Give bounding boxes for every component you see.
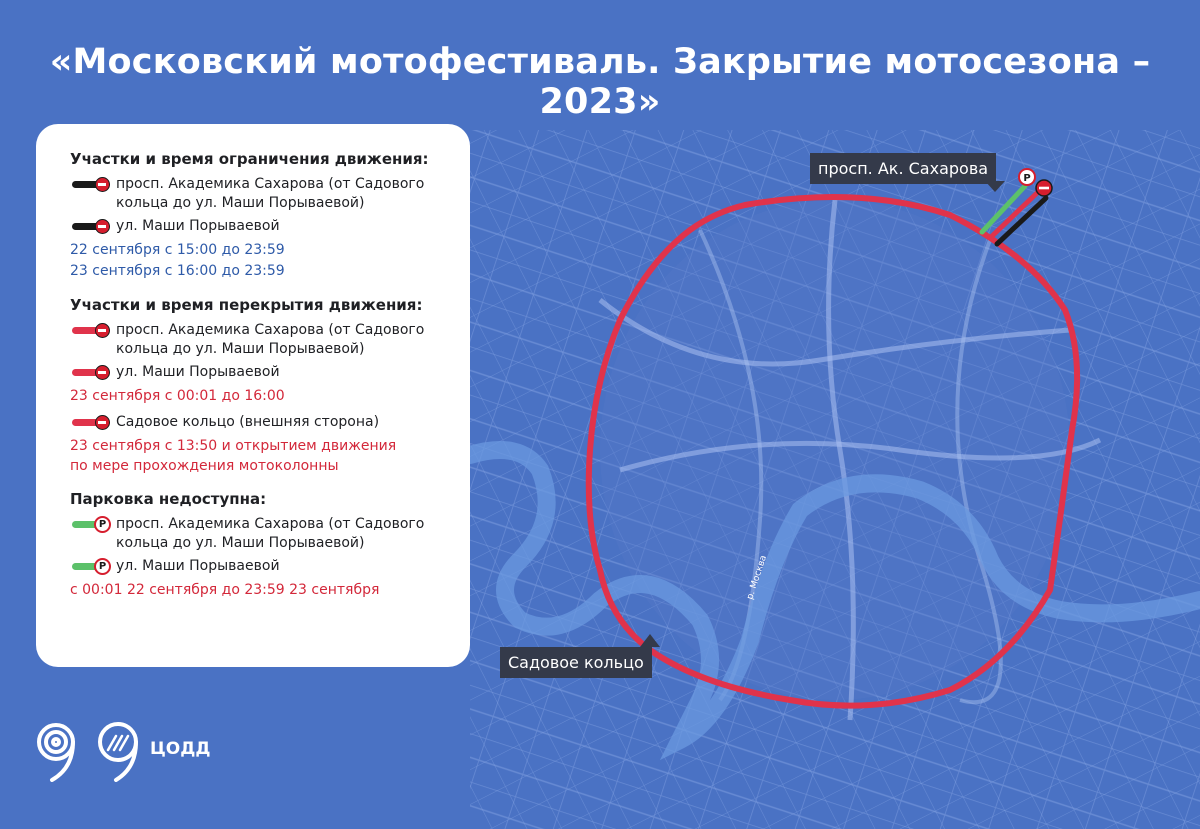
legend-item-label: просп. Академика Сахарова (от Садового кольца до ул. Маши Порываевой): [116, 322, 425, 357]
parking-icon: P: [94, 516, 111, 533]
legend-item: [70, 217, 470, 236]
river-label: р. Москва: [745, 554, 770, 601]
legend-item-label: ул. Маши Порываевой: [116, 364, 280, 380]
page-title: «Московский мотофестиваль. Закрытие мотосезона – 2023»: [49, 42, 1151, 122]
restriction-time: 22 сентября с 15:00 до 23:59: [70, 242, 285, 258]
map-label-sakharov: просп. Ак. Сахарова: [810, 153, 996, 184]
parking-marker[interactable]: [1019, 169, 1035, 185]
no-entry-marker[interactable]: [1036, 180, 1052, 196]
parking-symbol: P: [1023, 173, 1031, 184]
legend-item: [70, 175, 470, 213]
legend-panel: [36, 124, 470, 667]
restriction-symbol: [70, 218, 116, 236]
restriction-time: 23 сентября с 16:00 до 23:59: [70, 263, 285, 279]
ring-closure-time: 23 сентября с 13:50 и открытием движения по мере прохождения мотоколонны: [70, 438, 397, 474]
parking-time: с 00:01 22 сентября до 23:59 23 сентября: [70, 582, 380, 598]
codd-logo-text: ЦОДД: [150, 739, 211, 759]
legend-item: [70, 321, 470, 359]
legend-item-label: просп. Академика Сахарова (от Садового кольца до ул. Маши Порываевой): [116, 516, 425, 551]
restriction-heading: Участки и время ограничения движения:: [70, 150, 429, 168]
street-network: [470, 130, 1200, 829]
parking-symbol: [70, 516, 116, 534]
legend-item: [70, 363, 470, 382]
legend-item-label: просп. Академика Сахарова (от Садового кольца до ул. Маши Порываевой): [116, 176, 425, 211]
legend-item-label: ул. Маши Порываевой: [116, 218, 280, 234]
closure-symbol: [70, 414, 116, 432]
legend-item: [70, 413, 470, 432]
legend-item: [70, 515, 470, 553]
closure-symbol: [70, 322, 116, 340]
parking-heading: Парковка недоступна:: [70, 490, 267, 508]
map-label-garden-ring: Садовое кольцо: [500, 647, 652, 678]
closure-symbol: [70, 364, 116, 382]
legend-item-label: ул. Маши Порываевой: [116, 558, 280, 574]
closure-time: 23 сентября с 00:01 до 16:00: [70, 388, 285, 404]
moscow-logo-icon: [34, 720, 144, 782]
parking-icon: P: [94, 558, 111, 575]
parking-symbol: [70, 558, 116, 576]
closure-heading: Участки и время перекрытия движения:: [70, 296, 423, 314]
legend-item-label: Садовое кольцо (внешняя сторона): [116, 414, 380, 430]
restriction-symbol: [70, 176, 116, 194]
legend-item: [70, 557, 470, 576]
